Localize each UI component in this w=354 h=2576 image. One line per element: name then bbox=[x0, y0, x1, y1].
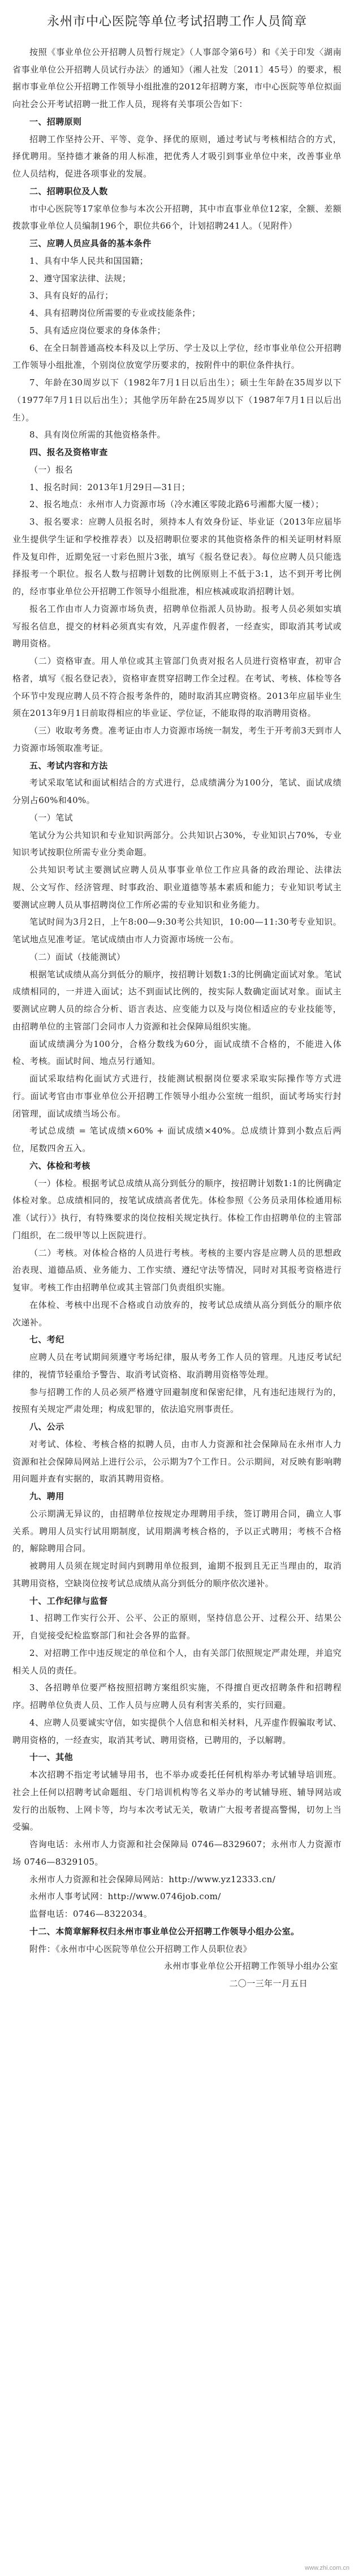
paragraph: 5、具有适应岗位要求的身体条件； bbox=[29, 325, 166, 336]
paragraph: 永州市人事考试网：http://www.0746job.com/ bbox=[29, 1891, 221, 1902]
paragraph: 参与招聘工作的人员必须严格遵守回避制度和保密纪律，凡有违纪违规行为的，按照有关规定严肃处理；构成犯罪的，依法追究刑事责任。 bbox=[12, 1386, 342, 1415]
paragraph: 面试采取结构化面试方式进行，技能测试根据岗位要求采取实际操作等方式进行。面试考官由市事业单位公开招聘工作领导小组办公室统一组织，面试考场实行封闭管理，面试成绩当场公布。 bbox=[12, 1074, 342, 1119]
watermark: www.zhi.com.cn bbox=[305, 2565, 349, 2571]
section-heading: 十、工作纪律与监督 bbox=[29, 1595, 108, 1606]
paragraph: 对考试、体检、考核合格的拟聘人员，由市人力资源和社会保障局在永州市人力资源和社会保障局网站上进行公示，公示期为7个工作日。公示期间，对反映有影响聘用问题并查有实据的，取消其聘用资格。 bbox=[12, 1439, 342, 1484]
paragraph: 2、对招聘工作中违反规定的单位和个人，由有关部门依照规定严肃处理，并追究相关人员的责任。 bbox=[12, 1647, 342, 1676]
paragraph: 4、具有招聘岗位所需要的专业或技能条件； bbox=[29, 308, 201, 319]
paragraph: 3、具有良好的品行； bbox=[29, 290, 114, 301]
paragraph: 笔试分为公共知识和专业知识两部分。公共知识占30%，专业知识占70%，专业知识考试按职位所需专业分类命题。 bbox=[12, 830, 342, 858]
paragraph: 报名工作由市人力资源市场负责，招聘单位指派人员协助。报考人员必须如实填写报名信息，提交的材料必须真实有效，凡弄虚作假者，一经查实，即取消其考试或聘用资格。 bbox=[12, 603, 342, 649]
paragraph: 附件：《永州市中心医院等单位公开招聘工作人员职位表》 bbox=[29, 1943, 252, 1954]
paragraph: 1、报名时间：2013年1月29日—31日； bbox=[29, 482, 191, 492]
paragraph: 公共知识考试主要测试应聘人员从事事业单位工作应具备的政治理论、法律法规、公文写作、经济管理、时事政治、职业道德等基本素质和能力；专业知识考试主要测试应聘人员从事招聘岗位工作所必需的专业知识和业务能力。 bbox=[12, 865, 342, 910]
paragraph: 在体检、考核中出现不合格或自动放弃的，按考试总成绩从高分到低分的顺序依次递补。 bbox=[12, 1299, 342, 1328]
section-heading: 一、招聘原则 bbox=[29, 116, 82, 127]
signature-issuer: 永州市事业单位公开招聘工作领导小组办公室 bbox=[163, 1961, 338, 1972]
paragraph: （二）面试（技能测试） bbox=[29, 951, 126, 962]
paragraph: 笔试时间为3月2日，上午8:00—9:30考公共知识，10:00—11:30考专业知识。笔试地点见准考证。笔试成绩由市人力资源市场统一公布。 bbox=[12, 917, 342, 945]
paragraph: （一）笔试 bbox=[29, 812, 74, 823]
section-heading: 十二、本简章解释权归永州市事业单位公开招聘工作领导小组办公室。 bbox=[29, 1926, 300, 1937]
section-heading: 七、考纪 bbox=[29, 1334, 64, 1345]
signature-date: 二〇一三年一月五日 bbox=[229, 1978, 308, 1989]
paragraph: （二）资格审查。用人单位或其主管部门负责对报名人员进行资格审查，初审合格者，填写《报名登记表》，资格审查贯穿招聘工作全过程。在考试、考核、体检等各个环节中发现应聘人员不符合报考条件的，随时取消其应聘资格。2013年应届毕业生须在2013年9月1日前取得相应的毕业证、学位证，不能取得的取消聘用资格。 bbox=[12, 656, 342, 719]
paragraph: 考试总成绩 = 笔试成绩×60% + 面试成绩×40%。总成绩计算到小数点后两位，尾数四舍五入。 bbox=[12, 1126, 342, 1154]
paragraph: （三）收取考务费。准考证由市人力资源市场统一制发，考生于开考前3天到市人力资源市场领取准考证。 bbox=[12, 725, 342, 753]
paragraph: 咨询电话：永州市人力资源和社会保障局 0746—8329607；永州市人力资源市场 0746—8329105。 bbox=[12, 1839, 342, 1867]
paragraph: 2、报名地点：永州市人力资源市场（冷水滩区零陵北路6号湘都大厦一楼）； bbox=[29, 499, 324, 510]
paragraph: （一）报名 bbox=[29, 464, 74, 475]
section-heading: 二、招聘职位及人数 bbox=[29, 186, 108, 196]
document-title: 永州市中心医院等单位考试招聘工作人员简章 bbox=[46, 15, 307, 29]
paragraph: 7、年龄在30周岁以下（1982年7月1日以后出生）；硕士生年龄在35周岁以下（1977年7月1日以后出生）；其他学历年龄在25周岁以下（1987年7月1日以后出生）。 bbox=[12, 377, 342, 423]
paragraph: 根据笔试成绩从高分到低分的顺序，按招聘计划数1:3的比例确定面试对象。笔试成绩相同的，一并进入面试；达不到面试比例的，按实际人数确定面试对象。面试主要测试应聘人员的综合分析、语言表达、应变能力以及与岗位相适应的专业技能等，由招聘单位的主管部门会同市人力资源和社会保障局组织实施。 bbox=[12, 969, 342, 1032]
paragraph: 考试采取笔试和面试相结合的方式进行，总成绩满分为100分，笔试、面试成绩分别占60%和40%。 bbox=[12, 778, 342, 806]
paragraph: 应聘人员在考试期间须遵守考场纪律，服从考务工作人员的管理。凡违反考试纪律的，视情节轻重给予警告、取消考试资格、取消聘用资格等处理。 bbox=[12, 1352, 342, 1380]
paragraph: （一）体检。根据考试总成绩从高分到低分的顺序，按招聘计划数1:1的比例确定体检对象。总成绩相同的，按笔试成绩高者优先。体检参照《公务员录用体检通用标准（试行）》执行，有特殊要求的岗位按相关规定执行。体检工作由招聘单位的主管部门组织，在二级甲等以上医院进行。 bbox=[12, 1178, 342, 1240]
paragraph: 8、具有岗位所需的其他资格条件。 bbox=[29, 430, 166, 440]
section-heading: 八、公示 bbox=[29, 1422, 64, 1432]
section-heading: 五、考试内容和方法 bbox=[29, 760, 108, 771]
section-heading: 十一、其他 bbox=[29, 1752, 74, 1763]
paragraph: 本次招聘不指定考试辅导用书，也不举办或委托任何机构举办考试辅导培训班。社会上任何以招聘考试命题组、专门培训机构等名义举办的考试辅导班、辅导网站或发行的出版物、上网卡等，均与本次考试无关，敬请广大报考者提高警惕，切勿上当受骗。 bbox=[12, 1770, 342, 1832]
paragraph: 3、报名要求：应聘人员报名时，须持本人有效身份证、毕业证（2013年应届毕业生提供学生证和学校推荐表）以及招聘职位要求的其他资格条件的相关证明材料原件及复印件，近期免冠一寸彩色照片3张，填写《报名登记表》。每位应聘人员只能选择报考一个职位。报名人数与招聘计划数的比例原则上不低于3:1，达不到开考比例的，经市事业单位公开招聘工作领导小组批准，相应核减或取消招聘计划。 bbox=[12, 517, 342, 597]
paragraph: 公示期满无异议的，由招聘单位按规定办理聘用手续，签订聘用合同，确立人事关系。聘用人员实行试用期制度，试用期满考核合格的，予以正式聘用；考核不合格的，解除聘用合同。 bbox=[12, 1508, 342, 1554]
paragraph: 4、应聘人员要诚实守信，如实提供个人信息和相关材料，凡弄虚作假骗取考试、聘用资格的，一经查实，取消其考试、聘用资格，已聘用的，予以解聘。 bbox=[12, 1717, 342, 1745]
section-heading: 九、聘用 bbox=[29, 1491, 64, 1502]
paragraph: 市中心医院等17家单位参与本次公开招聘，其中市直事业单位12家，全额、差额拨款事业单位人员编制196个，职位共66个，计划招聘241人。（见附件） bbox=[12, 203, 342, 231]
section-heading: 三、应聘人员应具备的基本条件 bbox=[29, 238, 152, 249]
paragraph: 监督电话：0746—8322034。 bbox=[29, 1909, 153, 1920]
paragraph: 6、在全日制普通高校本科及以上学历、学士及以上学位，经市事业单位公开招聘工作领导小组批准，个别岗位放宽学历要求的，按附件中的职位条件执行。 bbox=[12, 342, 342, 371]
paragraph: 被聘用人员须在规定时间内到聘用单位报到，逾期不报到且无正当理由的，取消其聘用资格，空缺岗位按考试总成绩从高分到低分的顺序依次递补。 bbox=[12, 1561, 342, 1588]
document-body bbox=[12, 44, 342, 1993]
paragraph: 1、招聘工作实行公开、公平、公正的原则，坚持信息公开、过程公开、结果公开，自觉接受纪检监察部门和社会各界的监督。 bbox=[12, 1613, 342, 1641]
paragraph: 面试成绩满分为100分，合格分数线为60分，面试成绩不合格的，不能进入体检、考核。面试时间、地点另行通知。 bbox=[12, 1038, 342, 1067]
paragraph: 2、遵守国家法律、法规； bbox=[29, 273, 131, 284]
paragraph: 永州市人力资源和社会保障局网站：http://www.yz12333.cn/ bbox=[29, 1874, 276, 1884]
paragraph: 3、各招聘单位要严格按照招聘方案组织实施，不得擅自更改招聘条件和招聘程序。招聘单位负责人员、工作人员与应聘人员有利害关系的，实行回避。 bbox=[12, 1682, 342, 1711]
paragraph: 按照《事业单位公开招聘人员暂行规定》（人事部令第6号）和《关于印发〈湖南省事业单位公开招聘人员试行办法〉的通知》（湘人社发〔2011〕45号）的要求，根据市事业单位公开招聘工作领导小组批准的2012年招聘方案，市中心医院等单位拟面向社会公开考试招聘一批工作人员，现将有关事项公告如下： bbox=[12, 46, 342, 110]
section-heading: 四、报名及资格审查 bbox=[29, 447, 108, 458]
paragraph: 1、具有中华人民共和国国籍； bbox=[29, 255, 149, 266]
section-heading: 六、体检和考核 bbox=[29, 1160, 90, 1171]
paragraph: （二）考核。对体检合格的人员进行考核。考核的主要内容是应聘人员的思想政治表现、道德品质、业务能力、工作实绩、遵纪守法等情况，同时对其报考资格进行复审。考核工作由招聘单位或其主管部门负责组织实施。 bbox=[12, 1247, 342, 1293]
paragraph: 招聘工作坚持公开、平等、竞争、择优的原则，通过考试与考核相结合的方式，择优聘用。坚持德才兼备的用人标准，把优秀人才吸引到事业单位中来，改善事业单位人员结构，促进各项事业的发展。 bbox=[12, 134, 342, 179]
